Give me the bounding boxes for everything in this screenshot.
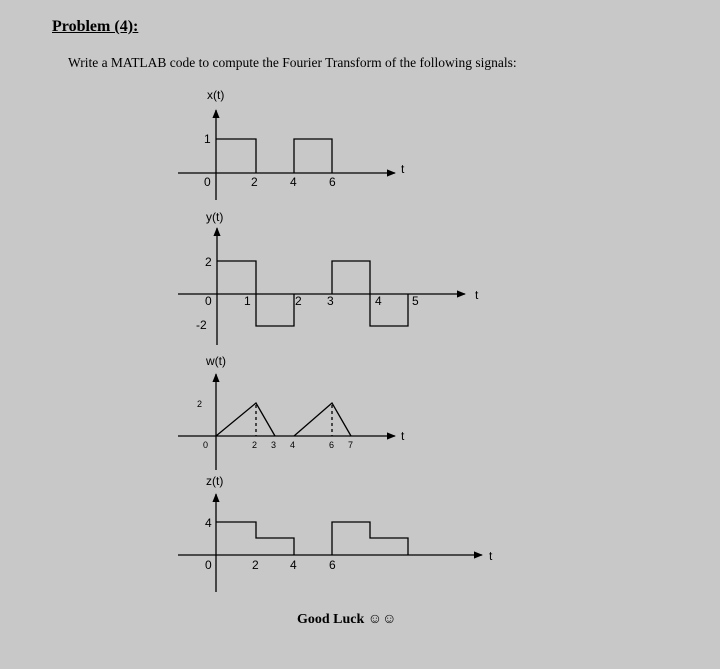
plot-x-xlabel: t xyxy=(401,162,405,176)
plot-y-xtick-5: 5 xyxy=(412,294,419,308)
problem-instruction: Write a MATLAB code to compute the Fourier Transform of the following signals: xyxy=(68,55,517,70)
plot-z xyxy=(178,474,493,592)
plot-w-xtick-4: 4 xyxy=(290,440,296,450)
plot-y-ytick-neg2: -2 xyxy=(196,318,207,332)
plot-w-xtick-7: 7 xyxy=(348,440,354,450)
plot-z-ytick-0: 0 xyxy=(205,558,212,572)
plot-z-staircase-1 xyxy=(216,522,294,555)
plot-y-xtick-3: 3 xyxy=(327,294,334,308)
plot-w-triangle-1 xyxy=(216,403,275,436)
plot-x-xtick-4: 4 xyxy=(290,175,297,189)
plot-x-ylabel: x(t) xyxy=(207,88,225,102)
plot-w xyxy=(178,354,405,470)
plot-z-xlabel: t xyxy=(489,549,493,563)
plot-y-xtick-4: 4 xyxy=(375,294,382,308)
plot-y-xtick-1: 1 xyxy=(244,294,251,308)
plot-x-pulse-2 xyxy=(294,139,332,173)
plot-z-staircase-2 xyxy=(332,522,408,555)
plot-w-xtick-3: 3 xyxy=(271,440,277,450)
plot-w-xtick-2: 2 xyxy=(252,440,258,450)
plot-y xyxy=(178,210,479,345)
plot-y-xtick-2: 2 xyxy=(295,294,302,308)
plot-z-xtick-2: 2 xyxy=(252,558,259,572)
plot-y-ytick-0: 0 xyxy=(205,294,212,308)
plot-w-xlabel: t xyxy=(401,429,405,443)
plot-w-ylabel: w(t) xyxy=(206,354,226,368)
plot-w-xtick-6: 6 xyxy=(329,440,335,450)
plot-z-ylabel: z(t) xyxy=(206,474,224,488)
plot-x-pulse-1 xyxy=(216,139,256,173)
plot-x-xtick-0: 0 xyxy=(204,175,211,189)
plot-w-ytick-0: 0 xyxy=(203,440,209,450)
plot-z-xtick-4: 4 xyxy=(290,558,297,572)
plot-z-xtick-6: 6 xyxy=(329,558,336,572)
plot-y-xlabel: t xyxy=(475,288,479,302)
plot-x xyxy=(178,88,405,200)
plot-w-triangle-2 xyxy=(294,403,351,436)
plot-w-ytick-2: 2 xyxy=(197,399,203,409)
plot-y-ylabel: y(t) xyxy=(206,210,224,224)
plot-y-ytick-2: 2 xyxy=(205,255,212,269)
plot-x-ytick-1: 1 xyxy=(204,132,211,146)
plot-z-ytick-4: 4 xyxy=(205,516,212,530)
problem-title: Problem (4): xyxy=(52,18,139,35)
plot-x-xtick-2: 2 xyxy=(251,175,258,189)
plot-x-xtick-6: 6 xyxy=(329,175,336,189)
closing-text: Good Luck ☺☺ xyxy=(297,612,397,627)
